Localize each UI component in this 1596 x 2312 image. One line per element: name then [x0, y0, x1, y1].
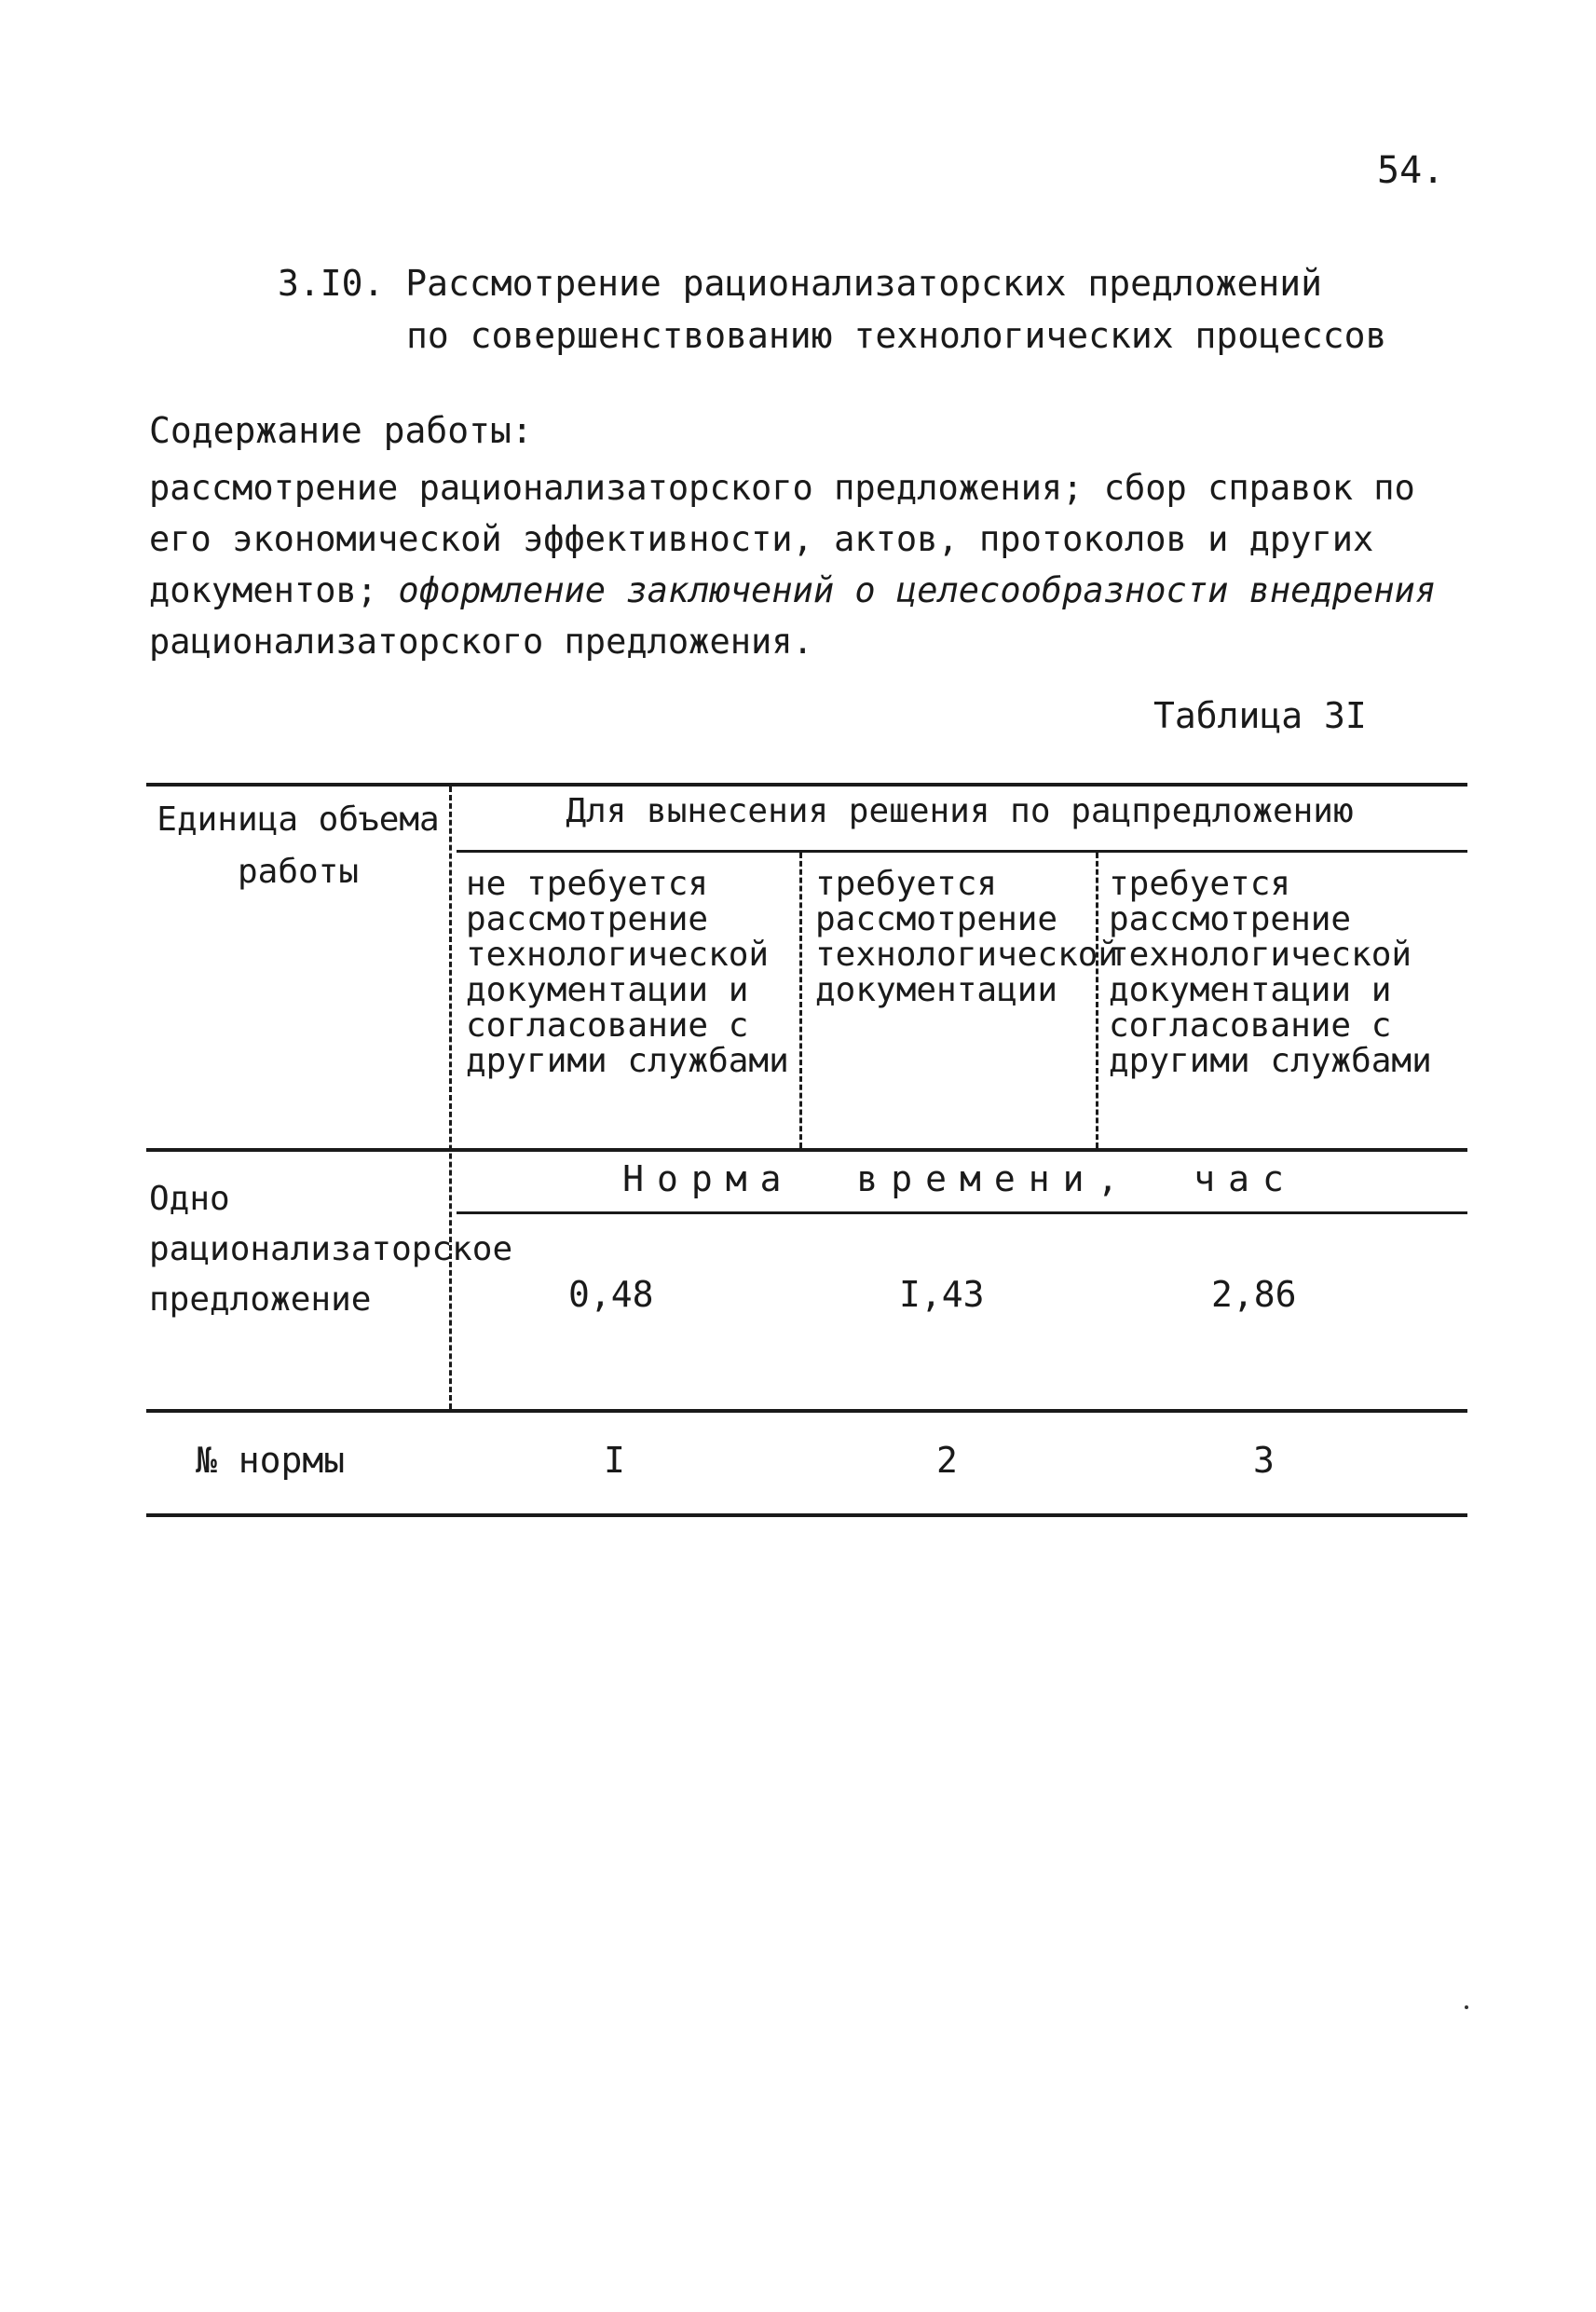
table-bottom-rule [146, 1513, 1467, 1517]
group-header-rule [457, 850, 1467, 853]
norm-header-rule [457, 1211, 1467, 1214]
column-header-1: не требуется рассмотрение технологической документации и согласование с другими службами [466, 865, 789, 1080]
norm-time-header: Норма времени, час [622, 1158, 1297, 1199]
table-top-rule [146, 783, 1467, 787]
row-unit-label: Одно рационализаторское предложение [149, 1180, 513, 1319]
unit-header: Единица объема работы [157, 800, 440, 891]
norm-number-label: № нормы [196, 1440, 346, 1481]
content-text-end: рационализаторского предложения. [149, 622, 813, 662]
column-divider-1 [799, 853, 802, 1148]
content-text-plain: рассмотрение рационализаторского предложения; сбор справок по его экономической эффективности, актов, протоколов и других документов; [149, 468, 1415, 610]
value-1: 0,48 [568, 1274, 654, 1315]
content-paragraph [149, 462, 1472, 667]
column-header-3: требуется рассмотрение технологической документации и согласование с другими службами [1109, 865, 1432, 1080]
column-header-2: требуется рассмотрение технологической документации [815, 865, 1119, 1009]
content-label: Содержание работы: [149, 410, 533, 451]
header-bottom-rule [146, 1148, 1467, 1152]
scan-speck [1465, 2005, 1468, 2009]
page-number: 54. [1377, 149, 1445, 192]
table-caption: Таблица 3I [1153, 695, 1367, 736]
section-title-line1: 3.I0. Рассмотрение рационализаторских предложений [278, 263, 1323, 304]
group-header: Для вынесения решения по рацпредложению [566, 792, 1354, 830]
norm-number-3: 3 [1253, 1440, 1275, 1481]
norm-number-1: I [604, 1440, 625, 1481]
value-3: 2,86 [1211, 1274, 1297, 1315]
norm-number-2: 2 [936, 1440, 958, 1481]
data-bottom-rule [146, 1409, 1467, 1413]
column-divider-2 [1096, 853, 1098, 1148]
value-2: I,43 [899, 1274, 985, 1315]
content-text-italic: оформление заключений о целесообразности внедрения [398, 570, 1437, 610]
section-title-line2: по совершенствованию технологических процессов [406, 315, 1387, 356]
